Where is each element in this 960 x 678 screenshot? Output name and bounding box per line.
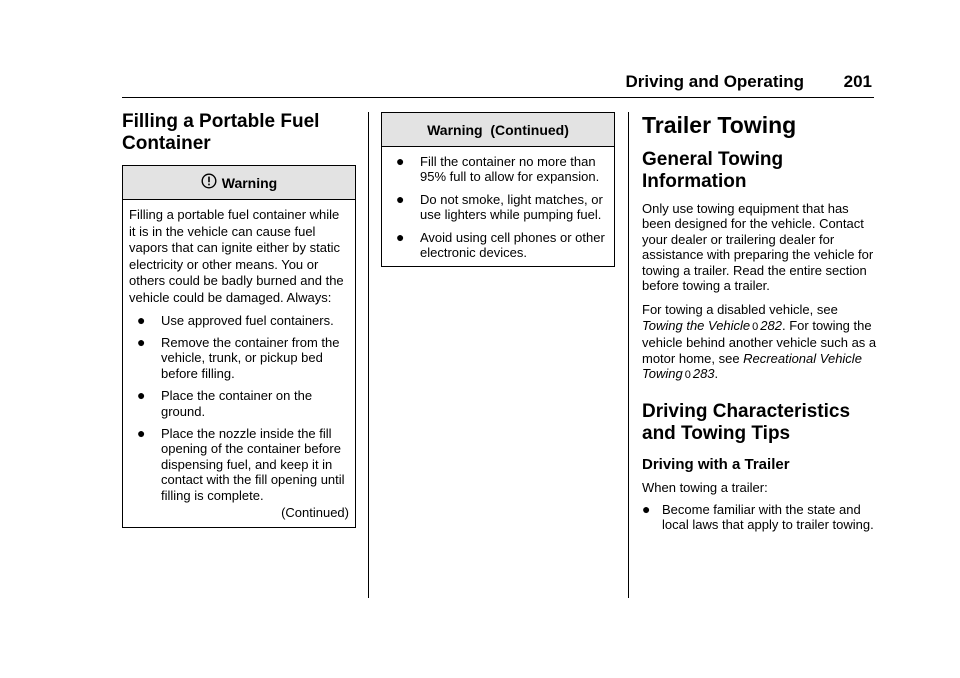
list-item-text: Avoid using cell phones or other electronic devices. bbox=[420, 229, 605, 261]
subsection-title-line1: Driving Characteristics bbox=[642, 401, 851, 423]
column-3 bbox=[642, 108, 878, 540]
bullet-icon: ● bbox=[642, 500, 651, 517]
paragraph-when-towing: When towing a trailer: bbox=[642, 480, 768, 496]
column-divider-1 bbox=[368, 112, 369, 598]
warning-body bbox=[382, 147, 614, 266]
continued-label: (Continued) bbox=[281, 505, 349, 521]
major-title-trailer-towing: Trailer Towing bbox=[642, 112, 797, 138]
towing-bullet-list bbox=[642, 502, 878, 533]
warning-intro: Filling a portable fuel container while it is in the vehicle can cause fuel vapors that can ignite either by static electricity or other means. You or others could be badly burned and the vehicle could be damaged. Always: bbox=[129, 207, 344, 305]
list-item bbox=[642, 502, 878, 533]
list-item bbox=[129, 388, 349, 419]
list-item bbox=[129, 426, 349, 503]
list-item-text: Become familiar with the state and local laws that apply to trailer towing. bbox=[662, 501, 874, 533]
warning-bullet-list bbox=[129, 313, 349, 503]
paragraph-disabled-vehicle bbox=[642, 302, 878, 383]
column-divider-2 bbox=[628, 112, 629, 598]
page-number: 201 bbox=[843, 72, 872, 91]
warning-label: Warning (Continued) bbox=[427, 121, 569, 138]
page-ref-number[interactable]: 283 bbox=[692, 366, 715, 382]
link-recreational-vehicle-towing[interactable]: Recreational Vehicle Towing bbox=[642, 350, 862, 382]
subsection-title-line1: General Towing bbox=[642, 149, 784, 170]
warning-box-continued bbox=[381, 112, 615, 267]
warning-header bbox=[382, 113, 614, 147]
list-item-text: Place the nozzle inside the fill opening of the container before dispensing fuel, and keep it in contact with the fill opening until filling is complete. bbox=[161, 426, 345, 503]
paragraph-text: . bbox=[714, 366, 719, 382]
list-item bbox=[129, 313, 349, 328]
paragraph-towing-equipment: Only use towing equipment that has been designed for the vehicle. Contact your dealer or trailering dealer for assistance with preparing the vehicle for towing a trailer. Read the entire section before towing a trailer. bbox=[642, 201, 874, 294]
list-item bbox=[388, 192, 608, 223]
warning-bullet-list bbox=[388, 154, 608, 260]
bullet-icon: ● bbox=[396, 190, 405, 207]
list-item-text: Use approved fuel containers. bbox=[161, 312, 334, 328]
bullet-icon: ● bbox=[396, 153, 405, 169]
bullet-icon: ● bbox=[137, 387, 146, 404]
warning-label: Warning bbox=[221, 174, 278, 191]
warning-box bbox=[122, 165, 356, 528]
column-1 bbox=[122, 108, 356, 528]
warning-icon bbox=[201, 173, 217, 189]
section-title-portable-fuel bbox=[122, 111, 356, 155]
list-item bbox=[388, 154, 608, 185]
bullet-icon: ● bbox=[396, 228, 405, 245]
page-header bbox=[122, 72, 874, 94]
page-ref-icon: 0 bbox=[752, 320, 759, 333]
bullet-icon: ● bbox=[137, 333, 146, 350]
section-title-line1: Filling a Portable Fuel bbox=[122, 111, 320, 132]
column-2 bbox=[381, 112, 615, 267]
page-ref-icon: 0 bbox=[684, 369, 691, 382]
subsection-title-general-towing bbox=[642, 149, 878, 193]
list-item-text: Do not smoke, light matches, or use lighters while pumping fuel. bbox=[420, 191, 603, 223]
header-rule bbox=[122, 97, 874, 98]
list-item bbox=[388, 230, 608, 261]
bullet-icon: ● bbox=[137, 425, 146, 441]
minor-title-driving-with-trailer: Driving with a Trailer bbox=[642, 456, 790, 474]
paragraph-text: . For towing the vehicle behind another vehicle such as a motor home, see bbox=[642, 317, 877, 366]
list-item-text: Fill the container no more than 95% full to allow for expansion. bbox=[420, 154, 600, 185]
paragraph-text: For towing a disabled vehicle, see bbox=[642, 302, 838, 318]
bullet-icon: ● bbox=[137, 311, 146, 328]
list-item-text: Remove the container from the vehicle, trunk, or pickup bed before filling. bbox=[161, 334, 340, 381]
subsection-title-line2: and Towing Tips bbox=[642, 423, 791, 445]
warning-body bbox=[123, 200, 355, 527]
list-item-text: Place the container on the ground. bbox=[161, 388, 313, 419]
list-item bbox=[129, 335, 349, 381]
header-section-title: Driving and Operating bbox=[625, 72, 804, 91]
page-ref-number[interactable]: 282 bbox=[760, 317, 782, 333]
section-title-line2: Container bbox=[122, 133, 211, 154]
subsection-title-driving-characteristics bbox=[642, 401, 878, 445]
warning-header bbox=[123, 166, 355, 200]
link-towing-the-vehicle[interactable]: Towing the Vehicle bbox=[642, 317, 751, 333]
subsection-title-line2: Information bbox=[642, 171, 747, 192]
